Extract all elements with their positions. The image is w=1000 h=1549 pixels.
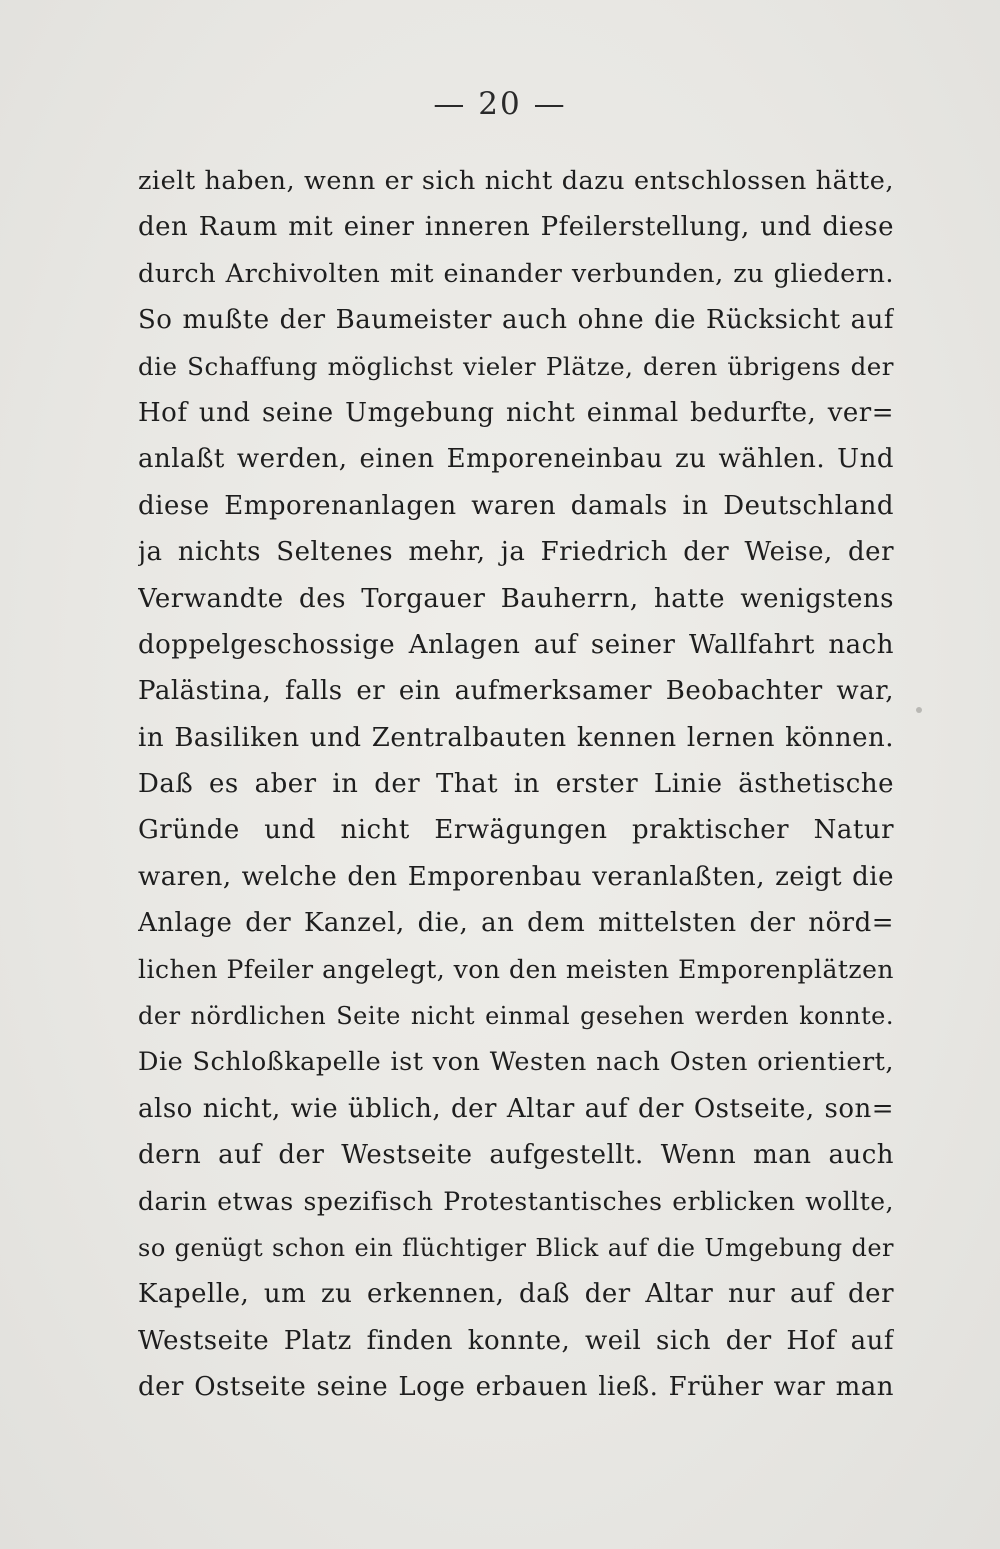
body-text xyxy=(138,158,894,1411)
text-line: die Schaffung möglichst vieler Plätze, deren übrigens der xyxy=(138,351,894,381)
text-line: ja nichts Seltenes mehr, ja Friedrich der Weise, der xyxy=(138,537,894,568)
text-line: Anlage der Kanzel, die, an dem mittelsten der nörd= xyxy=(138,908,894,939)
text-line: also nicht, wie üblich, der Altar auf der Ostseite, son= xyxy=(138,1093,894,1124)
text-line: zielt haben, wenn er sich nicht dazu entschlossen hätte, xyxy=(138,166,894,196)
text-line: waren, welche den Emporenbau veranlaßten, zeigt die xyxy=(138,861,894,892)
text-line: in Basiliken und Zentralbauten kennen lernen können. xyxy=(138,722,894,753)
text-line: doppelgeschossige Anlagen auf seiner Wallfahrt nach xyxy=(138,629,894,660)
text-line: Hof und seine Umgebung nicht einmal bedurfte, ver= xyxy=(138,397,894,428)
text-line: durch Archivolten mit einander verbunden, zu gliedern. xyxy=(138,258,894,289)
text-line: den Raum mit einer inneren Pfeilerstellung, und diese xyxy=(138,212,894,243)
text-line: diese Emporenanlagen waren damals in Deutschland xyxy=(138,490,894,521)
page-number: — 20 — xyxy=(433,86,567,122)
text-line: darin etwas spezifisch Protestantisches erblicken wollte, xyxy=(138,1186,894,1216)
text-line: der Ostseite seine Loge erbauen ließ. Früher war man xyxy=(138,1372,894,1403)
text-line: So mußte der Baumeister auch ohne die Rücksicht auf xyxy=(138,305,894,336)
paper-speck xyxy=(916,707,922,713)
text-line: Westseite Platz finden konnte, weil sich der Hof auf xyxy=(138,1325,894,1356)
text-line: lichen Pfeiler angelegt, von den meisten Emporenplätzen xyxy=(138,954,894,984)
text-line: Daß es aber in der That in erster Linie ästhetische xyxy=(138,769,894,800)
text-line: dern auf der Westseite aufgestellt. Wenn man auch xyxy=(138,1140,894,1171)
text-line: Die Schloßkapelle ist von Westen nach Osten orientiert, xyxy=(138,1047,894,1078)
text-line: Verwandte des Torgauer Bauherrn, hatte wenigstens xyxy=(138,583,894,614)
text-line: anlaßt werden, einen Emporeneinbau zu wählen. Und xyxy=(138,444,894,475)
text-line: der nördlichen Seite nicht einmal gesehen werden konnte. xyxy=(138,1002,894,1031)
text-line: Gründe und nicht Erwägungen praktischer Natur xyxy=(138,815,894,846)
text-line: Palästina, falls er ein aufmerksamer Beobachter war, xyxy=(138,676,894,707)
text-line: Kapelle, um zu erkennen, daß der Altar nur auf der xyxy=(138,1279,894,1310)
text-line: so genügt schon ein flüchtiger Blick auf die Umgebung der xyxy=(138,1233,894,1262)
